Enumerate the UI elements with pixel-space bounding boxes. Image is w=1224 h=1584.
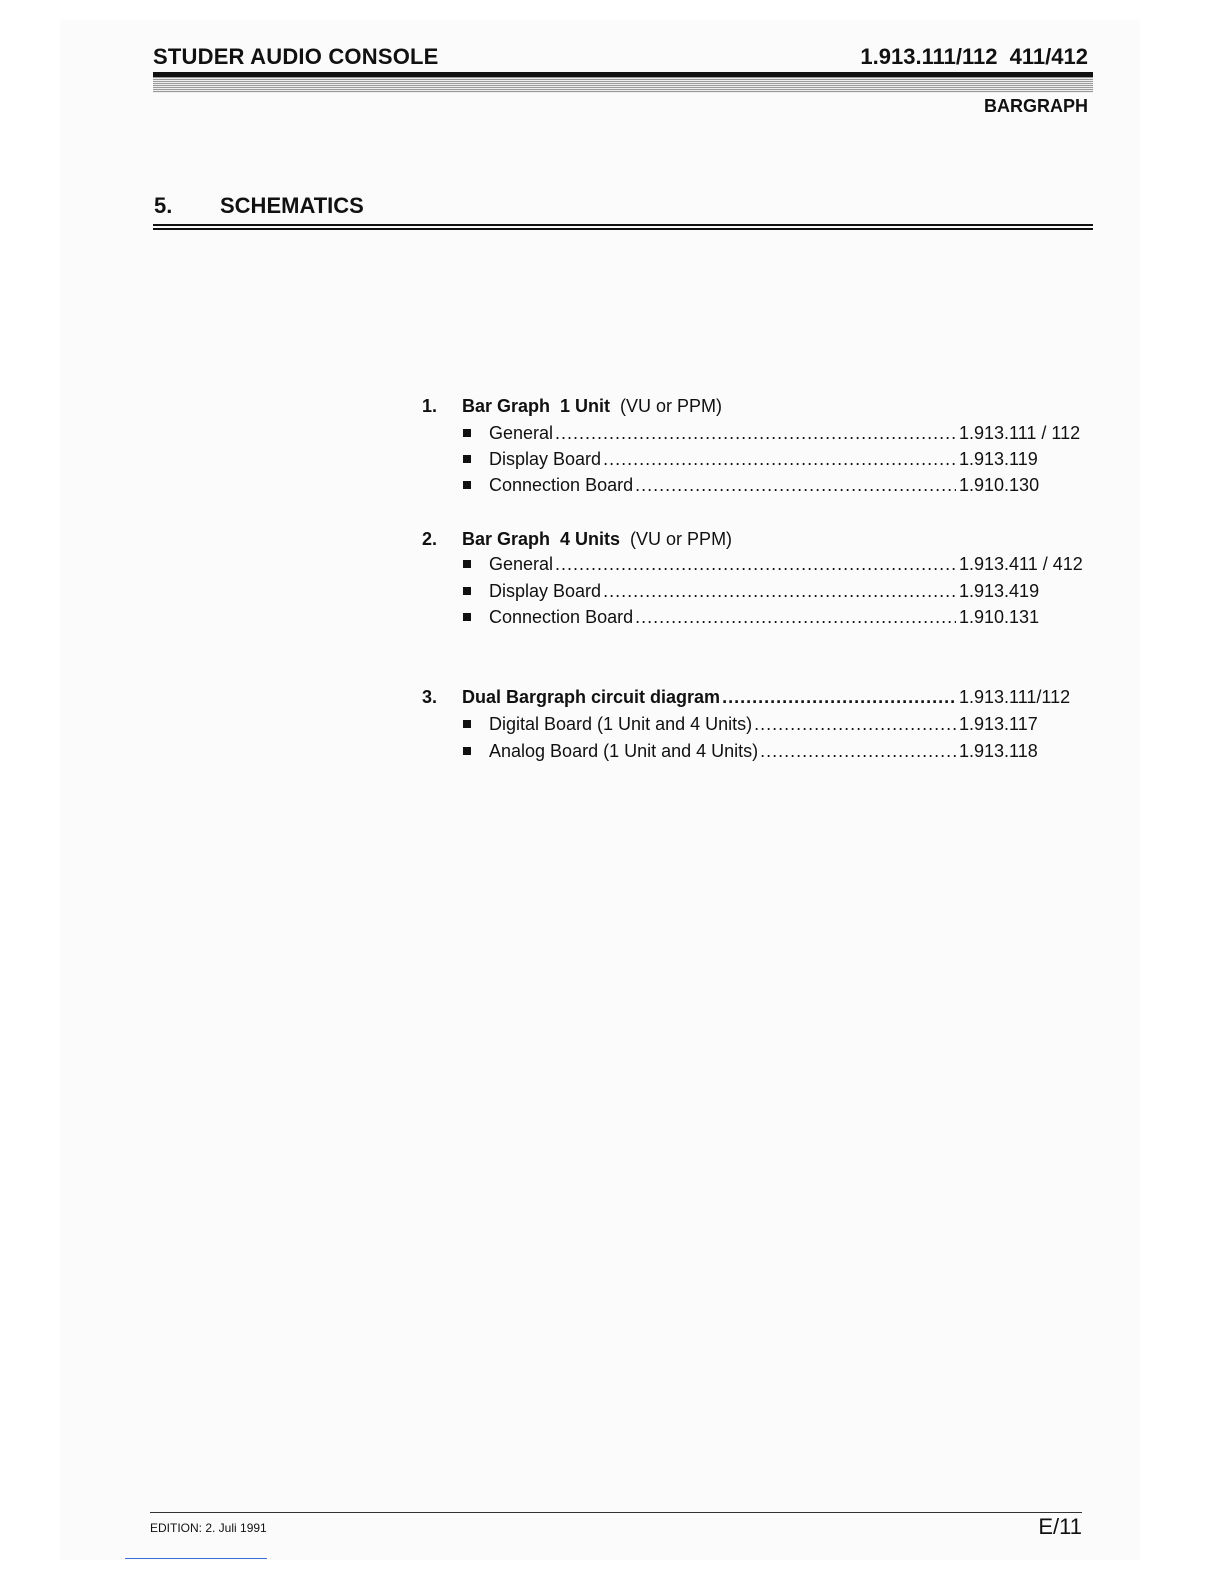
dot-leader: [635, 472, 956, 498]
toc-item-label: Analog Board (1 Unit and 4 Units): [489, 741, 759, 761]
toc-item: [0, 738, 1224, 764]
bullet-icon: [463, 613, 471, 621]
toc-item-label: Connection Board: [489, 475, 634, 495]
toc-item-leader: [489, 420, 956, 446]
toc-item-ref: 1.913.119: [959, 449, 1038, 469]
toc-group-title: [462, 393, 722, 419]
toc-group-number: 3.: [422, 687, 438, 707]
toc-item-ref: 1.910.131: [959, 607, 1040, 627]
toc-group-heading: [0, 684, 1224, 710]
toc-group-heading: [0, 526, 1224, 552]
dot-leader: [603, 446, 956, 472]
bullet-icon: [463, 720, 471, 728]
footer-link-underline: [125, 1558, 267, 1559]
dot-leader: [603, 578, 956, 604]
toc-item: [0, 551, 1224, 577]
toc-item-label: Digital Board (1 Unit and 4 Units): [489, 714, 753, 734]
bullet-icon: [463, 481, 471, 489]
dot-leader: [760, 738, 956, 764]
toc-group-leader: [462, 684, 956, 710]
toc-group-number: 2.: [422, 529, 438, 549]
bullet-icon: [463, 429, 471, 437]
toc-item-ref: 1.913.118: [959, 741, 1038, 761]
bullet-icon: [463, 455, 471, 463]
dot-leader: [635, 604, 956, 630]
toc-group-title-bold: Bar Graph 4 Units: [462, 529, 621, 549]
toc-item-leader: [489, 551, 956, 577]
footer-rule: [150, 1512, 1082, 1513]
toc-item-ref: 1.913.111 / 112: [959, 423, 1081, 443]
toc-item-leader: [489, 472, 956, 498]
dot-leader: [754, 711, 956, 737]
toc-item-label: Display Board: [489, 449, 602, 469]
section-number: 5.: [154, 193, 173, 218]
toc-group-title-rest: (VU or PPM): [610, 396, 723, 416]
edition-date: EDITION: 2. Juli 1991: [150, 1521, 267, 1535]
toc-item-ref: 1.913.419: [959, 581, 1040, 601]
toc-item-leader: [489, 604, 956, 630]
document-number: 1.913.111/112 411/412: [860, 44, 1088, 69]
toc-item: [0, 711, 1224, 737]
toc-item-label: General: [489, 554, 554, 574]
toc-item-ref: 1.913.117: [959, 714, 1038, 734]
toc-item: [0, 604, 1224, 630]
section-rule: [153, 224, 1093, 226]
toc-item-leader: [489, 738, 956, 764]
toc-item-ref: 1.913.411 / 412: [959, 554, 1083, 574]
header-hatch-band: [153, 77, 1093, 93]
document-title: STUDER AUDIO CONSOLE: [153, 44, 439, 69]
document-subtitle: BARGRAPH: [983, 96, 1088, 116]
toc-item-label: Connection Board: [489, 607, 634, 627]
toc-group-title: [462, 526, 732, 552]
toc-item: [0, 420, 1224, 446]
dot-leader: [555, 551, 956, 577]
bullet-icon: [463, 747, 471, 755]
toc-item-leader: [489, 446, 956, 472]
toc-group-title-bold: Dual Bargraph circuit diagram: [462, 687, 721, 707]
toc-item: [0, 472, 1224, 498]
toc-group-heading: [0, 393, 1224, 419]
section-title: SCHEMATICS: [220, 193, 364, 218]
toc-group-title-bold: Bar Graph 1 Unit: [462, 396, 611, 416]
dot-leader: [555, 420, 956, 446]
toc-item-leader: [489, 711, 956, 737]
page-background: [60, 20, 1140, 1560]
toc-group-ref: 1.913.111/112: [959, 687, 1071, 707]
bullet-icon: [463, 587, 471, 595]
toc-item-leader: [489, 578, 956, 604]
dot-leader: [722, 684, 956, 710]
bullet-icon: [463, 560, 471, 568]
section-rule-second: [153, 228, 1093, 230]
toc-item: [0, 578, 1224, 604]
toc-item: [0, 446, 1224, 472]
toc-group-number: 1.: [422, 396, 438, 416]
toc-item-label: General: [489, 423, 554, 443]
toc-group-title-rest: (VU or PPM): [620, 529, 733, 549]
page-number: E/11: [1038, 1514, 1082, 1539]
toc-item-label: Display Board: [489, 581, 602, 601]
toc-item-ref: 1.910.130: [959, 475, 1040, 495]
